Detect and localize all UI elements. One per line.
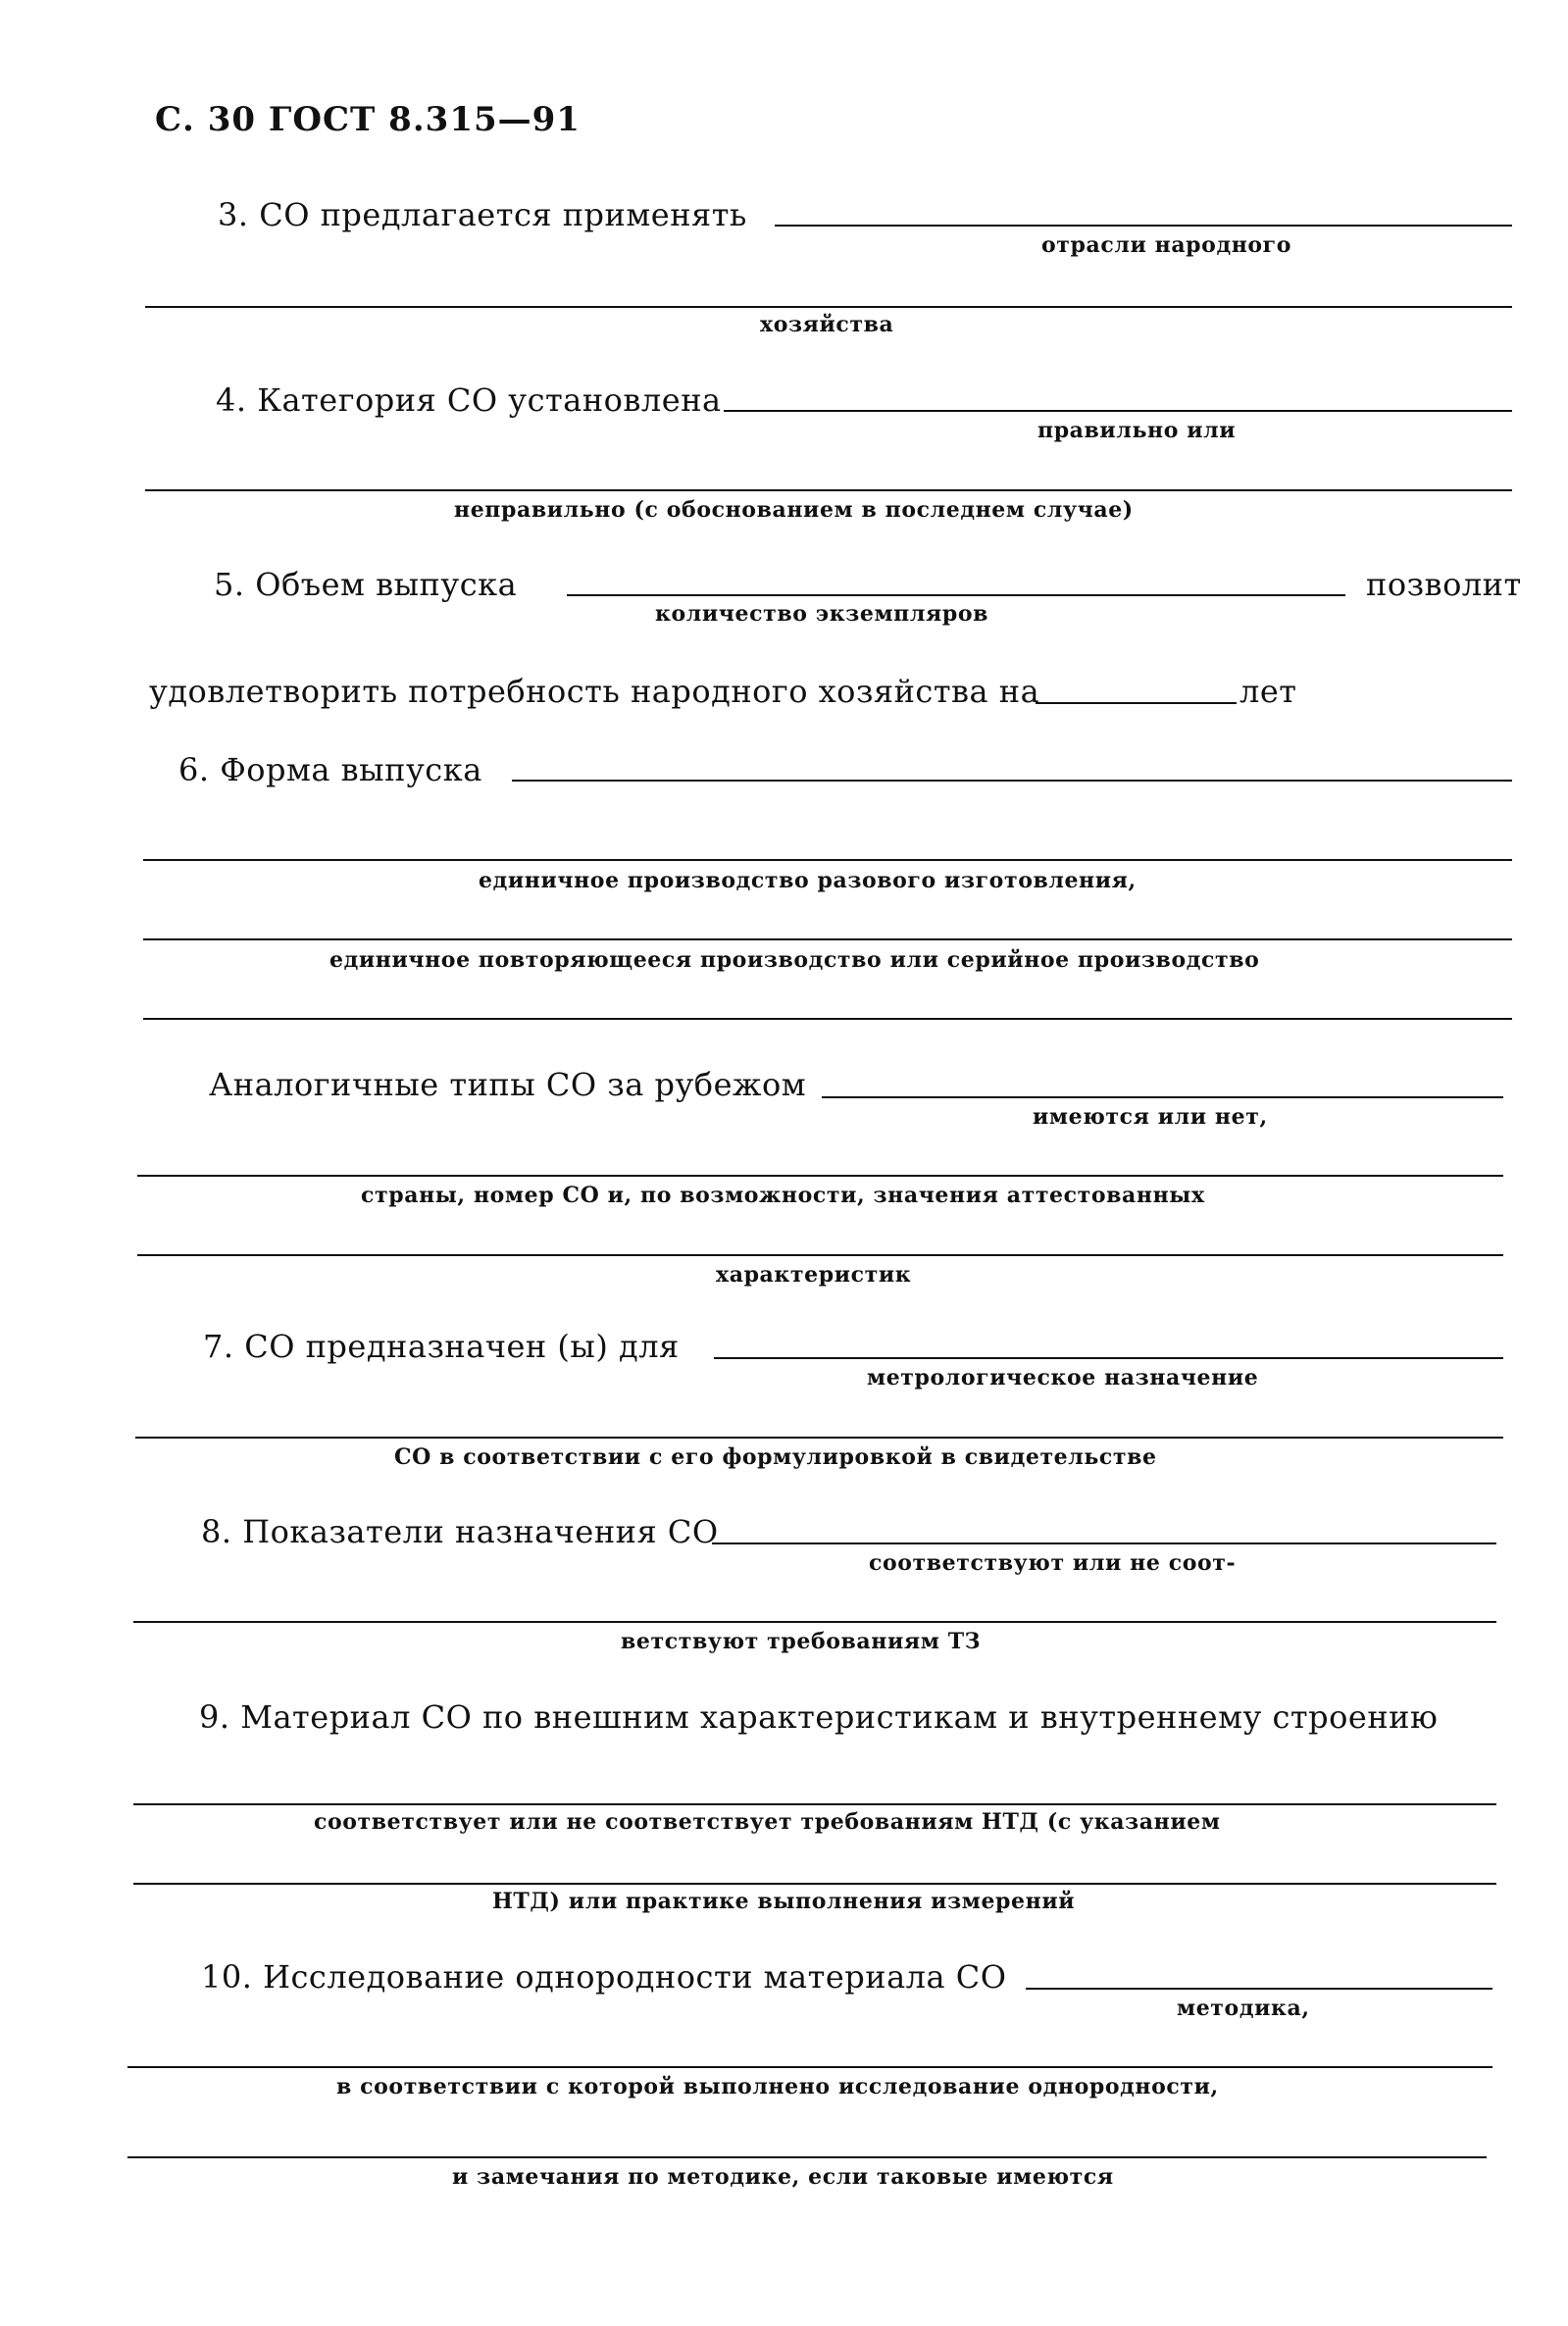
item-4-field-line[interactable] [724, 410, 1512, 412]
item-4-caption-2: неправильно (с обоснованием в последнем случае) [454, 497, 1134, 523]
item-8-caption-2: ветствуют требованиям ТЗ [621, 1629, 982, 1654]
analog-field-line-3[interactable] [137, 1254, 1503, 1256]
item-7-field-line[interactable] [714, 1357, 1503, 1359]
item-3-field-line[interactable] [775, 225, 1512, 227]
item-7-label: 7. СО предназначен (ы) для [203, 1328, 680, 1365]
item-5-label: 5. Объем выпуска [214, 566, 518, 603]
analog-caption-1: имеются или нет, [1033, 1104, 1268, 1130]
item-6-field-line-4[interactable] [143, 1018, 1512, 1020]
item-10-field-line-2[interactable] [127, 2066, 1492, 2068]
item-5-caption-1: количество экземпляров [655, 601, 988, 627]
item-8-caption-1: соответствуют или не соот- [869, 1550, 1237, 1576]
item-6-field-line-3[interactable] [143, 938, 1512, 940]
item-3-label: 3. СО предлагается применять [218, 196, 747, 233]
item-8-label: 8. Показатели назначения СО [201, 1513, 719, 1550]
item-7-caption-2: СО в соответствии с его формулировкой в свидетельстве [394, 1444, 1157, 1470]
item-6-field-line-2[interactable] [143, 859, 1512, 861]
item-4-label: 4. Категория СО установлена [216, 381, 722, 419]
item-8-field-line[interactable] [712, 1542, 1496, 1544]
item-6-label: 6. Форма выпуска [178, 751, 482, 788]
item-3-caption-2: хозяйства [760, 312, 894, 337]
analog-caption-3: характеристик [716, 1262, 912, 1288]
item-9-label: 9. Материал СО по внешним характеристикам и внутреннему строению [199, 1698, 1439, 1736]
item-5-years-unit: лет [1239, 673, 1297, 710]
item-5-suffix: позволит [1366, 566, 1522, 603]
item-9-field-line-2[interactable] [133, 1883, 1496, 1885]
item-4-caption-1: правильно или [1037, 418, 1237, 443]
item-5-line-2: удовлетворить потребность народного хозяйства на [149, 673, 1040, 710]
item-5-years-field[interactable] [1036, 702, 1237, 704]
analog-label: Аналогичные типы СО за рубежом [209, 1066, 807, 1103]
item-3-field-line-2[interactable] [145, 306, 1512, 308]
item-4-field-line-2[interactable] [145, 489, 1512, 491]
item-6-caption-2: единичное повторяющееся производство или серийное производство [329, 947, 1260, 973]
item-10-field-line[interactable] [1026, 1988, 1492, 1990]
item-10-caption-1: методика, [1177, 1996, 1310, 2021]
item-5-field-line[interactable] [567, 594, 1345, 596]
analog-field-line[interactable] [822, 1096, 1503, 1098]
item-10-caption-3: и замечания по методике, если таковые имеются [452, 2164, 1114, 2190]
item-10-caption-2: в соответствии с которой выполнено исследование однородности, [336, 2074, 1219, 2099]
analog-field-line-2[interactable] [137, 1175, 1503, 1177]
item-6-field-line[interactable] [512, 780, 1512, 782]
item-7-field-line-2[interactable] [135, 1437, 1503, 1439]
item-9-field-line[interactable] [133, 1803, 1496, 1805]
item-10-label: 10. Исследование однородности материала СО [201, 1958, 1007, 1996]
analog-caption-2: страны, номер СО и, по возможности, значения аттестованных [361, 1183, 1205, 1208]
item-6-caption-1: единичное производство разового изготовления, [479, 868, 1137, 893]
item-8-field-line-2[interactable] [133, 1621, 1496, 1623]
item-10-field-line-3[interactable] [127, 2156, 1487, 2158]
item-3-caption-1: отрасли народного [1041, 232, 1292, 258]
item-9-caption-2: НТД) или практике выполнения измерений [492, 1889, 1076, 1914]
page-header: С. 30 ГОСТ 8.315—91 [155, 100, 581, 139]
item-7-caption-1: метрологическое назначение [867, 1365, 1259, 1391]
item-9-caption-1: соответствует или не соответствует требованиям НТД (с указанием [314, 1809, 1221, 1835]
